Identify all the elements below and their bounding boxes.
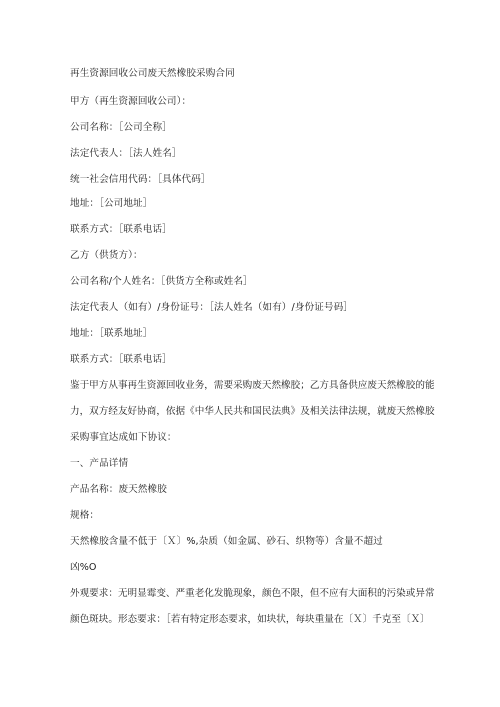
party-a-legal-rep: 法定代表人：［法人姓名］	[70, 148, 182, 159]
section-1-heading: 一、产品详情	[70, 458, 129, 469]
preamble-line: 采购事宜达成如下协议：	[70, 432, 177, 443]
preamble-line: 鉴于甲方从事再生资源回收业务，需要采购废天然橡胶；乙方具备供应废天然橡胶的能	[70, 380, 435, 391]
spec-label: 规格：	[70, 510, 100, 521]
party-b-legal-rep-id: 法定代表人（如有）/身份证号：［法人姓名（如有）/身份证号码］	[70, 302, 353, 313]
party-a-company-name: 公司名称：［公司全称］	[70, 122, 172, 133]
appearance-line: 外观要求：无明显霉变、严重老化发脆现象，颜色不限，但不应有大面积的污染或异常	[70, 588, 435, 599]
appearance-line: 颜色斑块。形态要求：［若有特定形态要求，如块状，每块重量在〔Ｘ〕千克至〔Ｘ〕	[70, 614, 430, 625]
document-title: 再生资源回收公司废天然橡胶采购合同	[70, 68, 235, 79]
party-a-heading: 甲方（再生资源回收公司）：	[70, 96, 192, 107]
party-b-name: 公司名称/个人姓名：［供货方全称或姓名］	[70, 276, 253, 287]
party-b-contact: 联系方式：［联系电话］	[70, 354, 172, 365]
party-b-address: 地址：［联系地址］	[70, 328, 153, 339]
party-a-address: 地址：［公司地址］	[70, 198, 153, 209]
spec-line: 天然橡胶含量不低于〔Ｘ〕%,杂质（如金属、砂石、织物等）含量不超过	[70, 536, 383, 547]
product-name: 产品名称：废天然橡胶	[70, 484, 167, 495]
party-a-credit-code: 统一社会信用代码：［具体代码］	[70, 174, 211, 185]
party-b-heading: 乙方（供货方）：	[70, 250, 143, 261]
spec-line: 凶%O	[70, 562, 97, 573]
preamble-line: 力，双方经友好协商，依据《中华人民共和国民法典》及相关法律法规，就废天然橡胶	[70, 406, 435, 417]
party-a-contact: 联系方式：［联系电话］	[70, 224, 172, 235]
